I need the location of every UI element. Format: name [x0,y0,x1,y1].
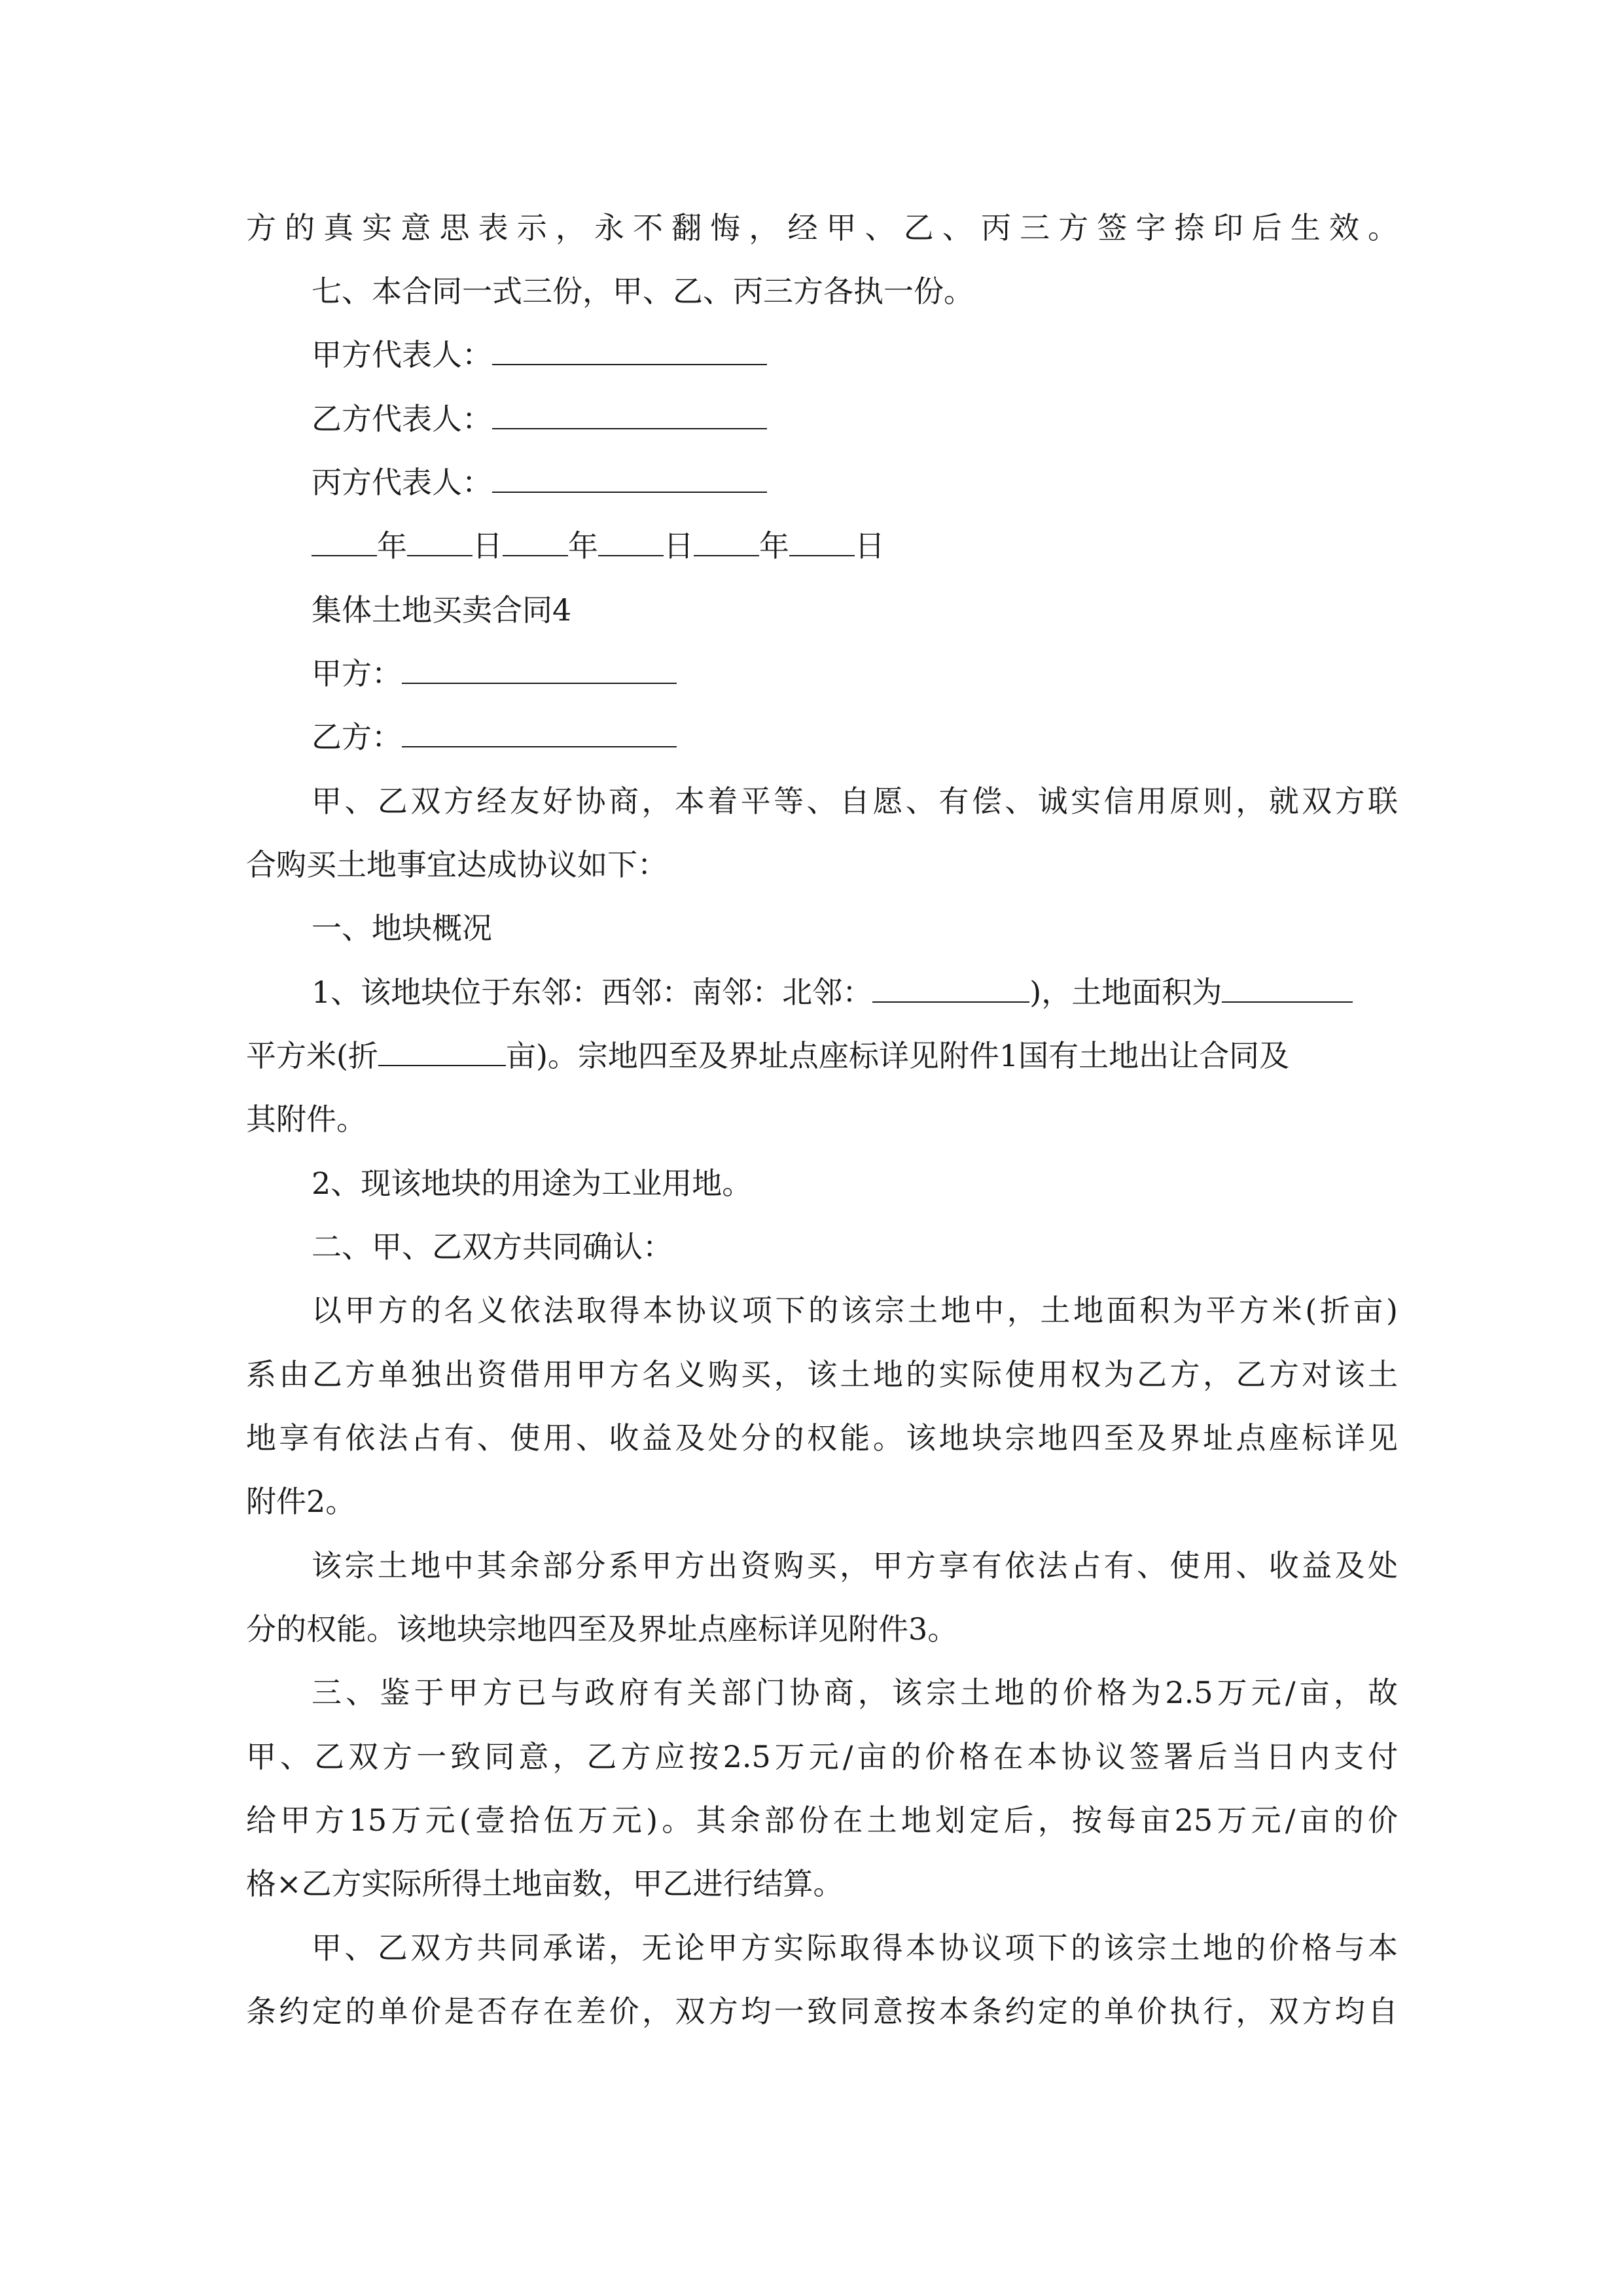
paragraph-line: 地享有依法占有、使用、收益及处分的权能。该地块宗地四至及界址点座标详见 [246,1420,1398,1456]
paragraph-line: 系由乙方单独出资借用甲方名义购买，该土地的实际使用权为乙方，乙方对该土 [246,1357,1398,1392]
clause-seven: 七、本合同一式三份，甲、乙、丙三方各执一份。 [312,274,974,309]
date-blank[interactable] [598,526,664,556]
day-label: 日 [855,528,885,564]
contract-title: 集体土地买卖合同4 [312,592,572,628]
date-blank[interactable] [407,526,473,556]
paragraph-line: 甲、乙双方一致同意，乙方应按2.5万元/亩的价格在本协议签署后当日内支付 [246,1739,1398,1774]
signature-blank[interactable] [492,463,767,493]
signature-blank[interactable] [492,335,767,365]
section-heading: 二、甲、乙双方共同确认： [312,1229,673,1265]
signature-blank[interactable] [492,399,767,429]
location-blank[interactable] [872,973,1029,1003]
party-c-representative-label: 丙方代表人： [312,465,492,500]
year-label: 年 [568,528,598,564]
party-b-blank[interactable] [402,717,677,747]
area-unit-text: 平方米(折 [246,1038,378,1073]
area-blank[interactable] [1222,973,1353,1003]
paragraph-line: 分的权能。该地块宗地四至及界址点座标详见附件3。 [246,1611,958,1647]
paragraph-line: 方的真实意思表示，永不翻悔，经甲、乙、丙三方签字捺印后生效。 [246,210,1398,245]
paragraph-line [312,973,1398,1012]
party-a-label: 甲方： [312,656,402,691]
party-c-representative-line [312,463,1398,502]
day-label: 日 [664,528,694,564]
section-heading: 一、地块概况 [312,910,492,946]
paragraph-line: 该宗土地中其余部分系甲方出资购买，甲方享有依法占有、使用、收益及处 [312,1548,1398,1583]
area-detail-text: 亩)。宗地四至及界址点座标详见附件1国有土地出让合同及 [505,1038,1290,1073]
date-blank[interactable] [503,526,568,556]
date-line [312,526,1398,565]
date-blank[interactable] [789,526,855,556]
mu-blank[interactable] [378,1036,506,1066]
party-a-line [312,654,1398,693]
area-text: )，土地面积为 [1029,975,1222,1010]
party-b-representative-line [312,399,1398,439]
paragraph-line: 格×乙方实际所得土地亩数，甲乙进行结算。 [246,1866,844,1901]
paragraph-line: 合购买土地事宜达成协议如下： [246,847,668,882]
party-b-line [312,717,1398,757]
party-a-representative-line [312,335,1398,374]
paragraph-line: 条约定的单价是否存在差价，双方均一致同意按本条约定的单价执行，双方均自 [246,1994,1398,2029]
party-a-representative-label: 甲方代表人： [312,337,492,372]
paragraph-line: 给甲方15万元(壹拾伍万元)。其余部份在土地划定后，按每亩25万元/亩的价 [246,1803,1398,1838]
paragraph-line: 三、鉴于甲方已与政府有关部门协商，该宗土地的价格为2.5万元/亩，故 [312,1675,1398,1710]
paragraph-line [246,1036,1398,1075]
paragraph-line: 2、现该地块的用途为工业用地。 [312,1166,753,1201]
party-b-representative-label: 乙方代表人： [312,401,492,437]
year-label: 年 [377,528,407,564]
year-label: 年 [759,528,789,564]
date-blank[interactable] [694,526,759,556]
paragraph-line: 甲、乙双方共同承诺，无论甲方实际取得本协议项下的该宗土地的价格与本 [312,1930,1398,1965]
paragraph-line: 其附件。 [246,1102,366,1137]
paragraph-line: 甲、乙双方经友好协商，本着平等、自愿、有偿、诚实信用原则，就双方联 [312,783,1398,819]
date-blank[interactable] [312,526,377,556]
paragraph-line: 附件2。 [246,1484,356,1519]
location-text: 1、该地块位于东邻：西邻：南邻：北邻： [312,975,873,1010]
party-a-blank[interactable] [402,654,677,684]
party-b-label: 乙方： [312,719,402,755]
day-label: 日 [473,528,503,564]
paragraph-line: 以甲方的名义依法取得本协议项下的该宗土地中，土地面积为平方米(折亩) [312,1293,1398,1328]
